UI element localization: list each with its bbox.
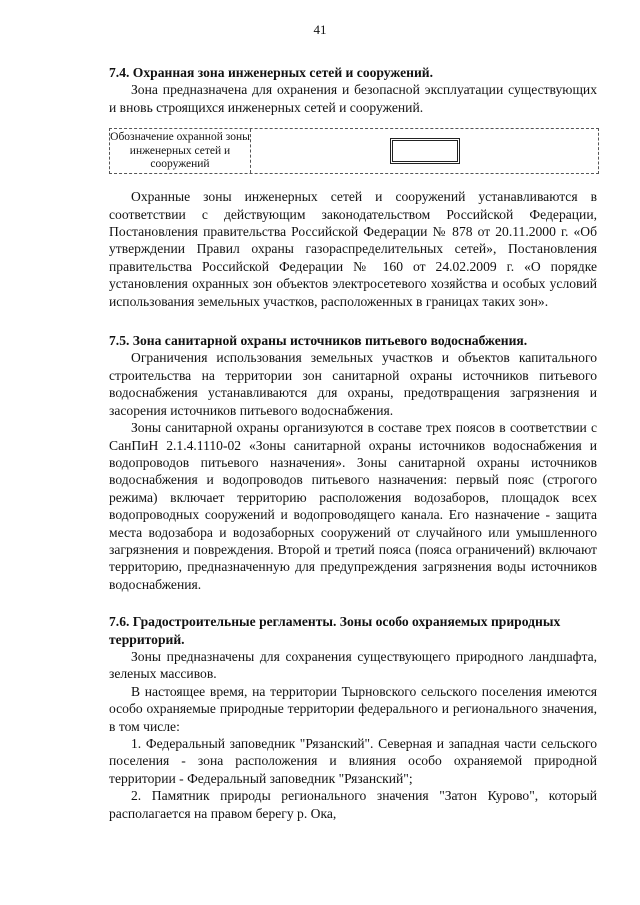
document-body	[109, 64, 597, 822]
legend-symbol-cell	[251, 129, 598, 173]
section-7-4-body: Охранные зоны инженерных сетей и сооружений устанавливаются в соответствии с действующим законодательством Российской Федерации, Постановления правительства Российской Федерации № 878 от 20.11.2000 г. «Об утверждении Правил охраны газораспределительных сетей», Постановления правительства Российской Федерации № 160 от 24.02.2009 г. «О порядке установления охранных зон объектов электросетевого хозяйства и особых условий использования земельных участков, расположенных в границах таких зон».	[109, 189, 597, 309]
section-7-6-para-2: В настоящее время, на территории Тырновского сельского поселения имеются особо охраняемые природные территории федерального и регионального значения, в том числе:	[109, 683, 597, 734]
section-7-5-para-2: Зоны санитарной охраны организуются в составе трех поясов в соответствии с СанПиН 2.1.4.1110-02 «Зоны санитарной охраны источников водоснабжения и водопроводов питьевого назначения». Зоны санитарной охраны источников водоснабжения и водопроводов питьевого назначения: первый пояс (строгого режима) включает территорию расположения водозаборов, площадок всех водопроводных сооружений и водопроводящего канала. Его назначение - защита места водозабора и водозаборных сооружений от случайного или умышленного загрязнения и повреждения. Второй и третий пояса (пояса ограничений) включают территорию, предназначенную для предупреждения загрязнения воды источников водоснабжения.	[109, 420, 597, 592]
section-7-4-heading: 7.4. Охранная зона инженерных сетей и сооружений.	[109, 65, 434, 80]
list-item-2: 2. Памятник природы регионального значения "Затон Курово", который располагается на правом берегу р. Ока,	[109, 788, 597, 821]
section-7-6-para-1: Зоны предназначены для сохранения существующего природного ландшафта, зеленых массивов.	[109, 648, 597, 682]
section-7-6-heading: 7.6. Градостроительные регламенты. Зоны особо охраняемых природных территорий.	[109, 614, 561, 647]
section-7-5-para-1: Ограничения использования земельных участков и объектов капитального строительства на территории зон санитарной охраны источников питьевого водоснабжения устанавливаются для охраны, предотвращения загрязнения и засорения источников питьевого водоснабжения.	[109, 350, 597, 418]
page-number: 41	[313, 22, 327, 37]
section-7-5-heading: 7.5. Зона санитарной охраны источников питьевого водоснабжения.	[109, 333, 528, 349]
section-7-4-intro: Зона предназначена для охранения и безопасной эксплуатации существующих и вновь строящихся инженерных сетей и сооружений.	[109, 82, 597, 115]
protection-zone-symbol-icon	[390, 138, 460, 164]
legend-label: Обозначение охранной зоны инженерных сетей и сооружений	[110, 129, 251, 173]
legend-table	[109, 128, 599, 174]
list-item-1: 1. Федеральный заповедник "Рязанский". Северная и западная части сельского поселения - зона расположения и влияния особо охраняемой природной территории - Федеральный заповедник "Рязанский";	[109, 736, 597, 786]
